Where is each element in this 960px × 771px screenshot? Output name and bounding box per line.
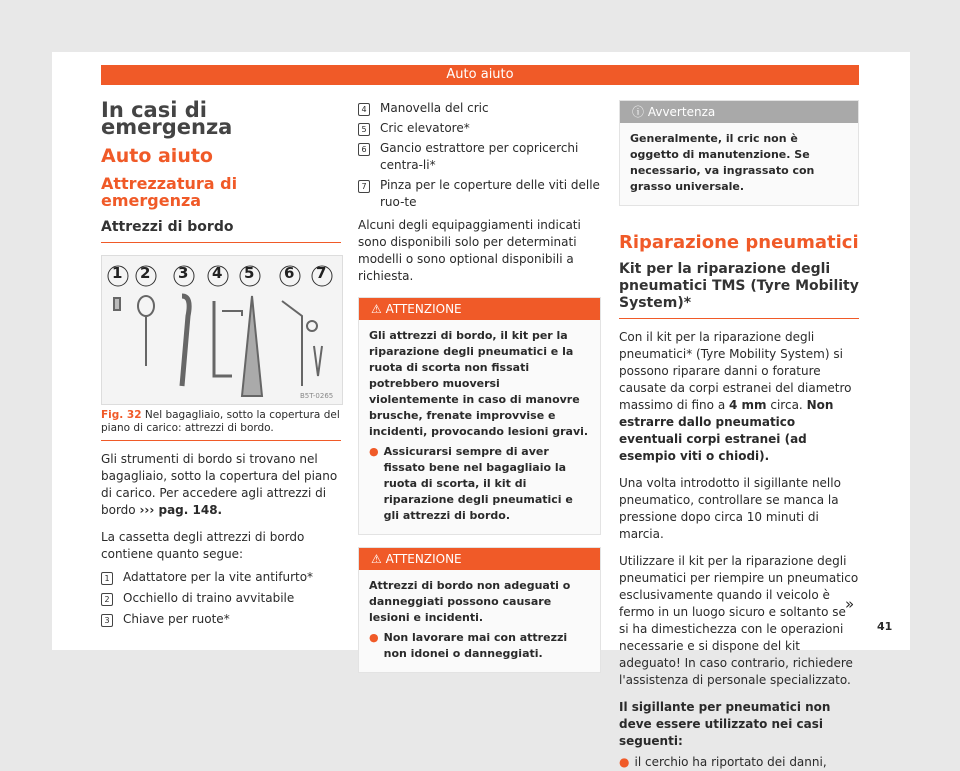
topic-title: Attrezzi di bordo — [101, 219, 341, 243]
callout-2: 2 — [140, 264, 151, 282]
tools-list-cont — [358, 100, 601, 211]
warning-title: ATTENZIONE — [385, 302, 462, 316]
section-header: Auto aiuto — [101, 65, 859, 85]
caption-text: Nel bagagliaio, sotto la copertura del piano di carico: attrezzi di bordo. — [101, 409, 340, 434]
section-title: Riparazione pneumatici — [619, 232, 859, 253]
warning-bullet: ● Non lavorare mai con attrezzi non idonei o danneggiati. — [369, 631, 568, 660]
tools-figure — [101, 255, 343, 405]
figure-caption — [101, 409, 341, 441]
callout-1: 1 — [112, 264, 123, 282]
warning-bullet: ● Assicurarsi sempre di aver fissato bene nel bagagliaio la ruota di scorta, il kit di riparazione degli pneumatici e gli attrezzi di bordo. — [369, 445, 573, 522]
tools-illustration — [102, 256, 342, 404]
warning-title: ATTENZIONE — [385, 552, 462, 566]
callout-4: 4 — [212, 264, 223, 282]
warning-body: Attrezzi di bordo non adeguati o danneggiati possono causare lesioni e incidenti. ● Non lavorare mai con attrezzi non idonei o danneggiati. — [359, 570, 600, 672]
column-3 — [619, 98, 859, 771]
note-box — [619, 100, 859, 206]
list-item: 2 Occhiello di traino avvitabile — [101, 590, 341, 607]
paragraph: La cassetta degli attrezzi di bordo contiene quanto segue: — [101, 530, 305, 561]
topic-title: Kit per la riparazione degli pneumatici TMS (Tyre Mobility System)* — [619, 261, 859, 319]
list-item: 3 Chiave per ruote* — [101, 611, 341, 628]
callout-5: 5 — [244, 264, 255, 282]
info-icon: ⓘ — [632, 105, 645, 119]
warning-header: ⚠ ATTENZIONE — [359, 548, 600, 570]
page-ref-link[interactable]: ››› pag. 148. — [139, 503, 223, 517]
list-item: 6 Gancio estrattore per copricerchi centra-li* — [358, 140, 601, 174]
note-header — [620, 101, 858, 123]
column-2 — [358, 98, 601, 673]
list-item: 7 Pinza per le coperture delle viti delle ruo-te — [358, 177, 601, 211]
caption-label: Fig. 32 — [101, 409, 142, 421]
continue-marker: » — [845, 595, 855, 613]
paragraph: Con il kit per la riparazione degli pneumatici* (Tyre Mobility System) si possono riparare danni o forature causate da corpi estranei del diametro massimo di fino a 4 mm circa. Non estrarre dallo pneumatico eventuali corpi estranei (ad esempio viti o chiodi). — [619, 330, 852, 463]
note-body: Generalmente, il cric non è oggetto di manutenzione. Se necessario, va ingrassato con grasso universale. — [630, 132, 815, 193]
list-item: 4 Manovella del cric — [358, 100, 601, 117]
paragraph: Alcuni degli equipaggiamenti indicati sono disponibili solo per determinati modelli o sono optional disponibili a richiesta. — [358, 218, 581, 283]
paragraph: Gli strumenti di bordo si trovano nel bagagliaio, sotto la copertura del piano di carico. Per accedere agli attrezzi di bordo ››› pag. 148. — [101, 452, 338, 517]
subsection-title: Attrezzatura di emergenza — [101, 174, 238, 210]
list-item: 5 Cric elevatore* — [358, 120, 601, 137]
warning-body: Gli attrezzi di bordo, il kit per la riparazione degli pneumatici e la ruota di scorta non fissati potrebbero muoversi violentemente in caso di manovre brusche, frenate improvvise e incidenti, provocando lesioni gravi. ● Assicurarsi sempre di aver fissato bene nel bagagliaio la ruota di scorta, il kit di riparazione degli pneumatici e gli attrezzi di bordo. — [369, 329, 589, 522]
chapter-title: In casi di emergenza — [101, 98, 233, 139]
tools-list — [101, 569, 341, 628]
callout-7: 7 — [316, 264, 327, 282]
warning-box — [358, 297, 601, 535]
paragraph: Una volta introdotto il sigillante nello pneumatico, controllare se manca la pressione dopo circa 10 minuti di marcia. — [619, 476, 841, 541]
figure-code: B5T-0265 — [300, 392, 334, 400]
paragraph: Il sigillante per pneumatici non deve essere utilizzato nei casi seguenti: — [619, 700, 831, 748]
callout-3: 3 — [178, 264, 189, 282]
page-number: 41 — [877, 620, 893, 633]
list-bullet: ● il cerchio ha riportato dei danni, — [619, 755, 827, 769]
note-title: Avvertenza — [647, 105, 716, 119]
column-1 — [101, 98, 341, 632]
warning-box — [358, 547, 601, 673]
section-title: Auto aiuto — [101, 145, 213, 167]
warning-header: ⚠ ATTENZIONE — [359, 298, 600, 320]
callout-6: 6 — [284, 264, 295, 282]
paragraph: Utilizzare il kit per la riparazione degli pneumatici per riempire un pneumatico esclusivamente quando il veicolo è fermo in un luogo sicuro e soltanto se si ha dimestichezza con le operazioni necessarie e si dispone del kit adeguato! In caso contrario, richiedere l'assistenza di personale specializzato. — [619, 554, 859, 687]
list-item: 1 Adattatore per la vite antifurto* — [101, 569, 341, 586]
